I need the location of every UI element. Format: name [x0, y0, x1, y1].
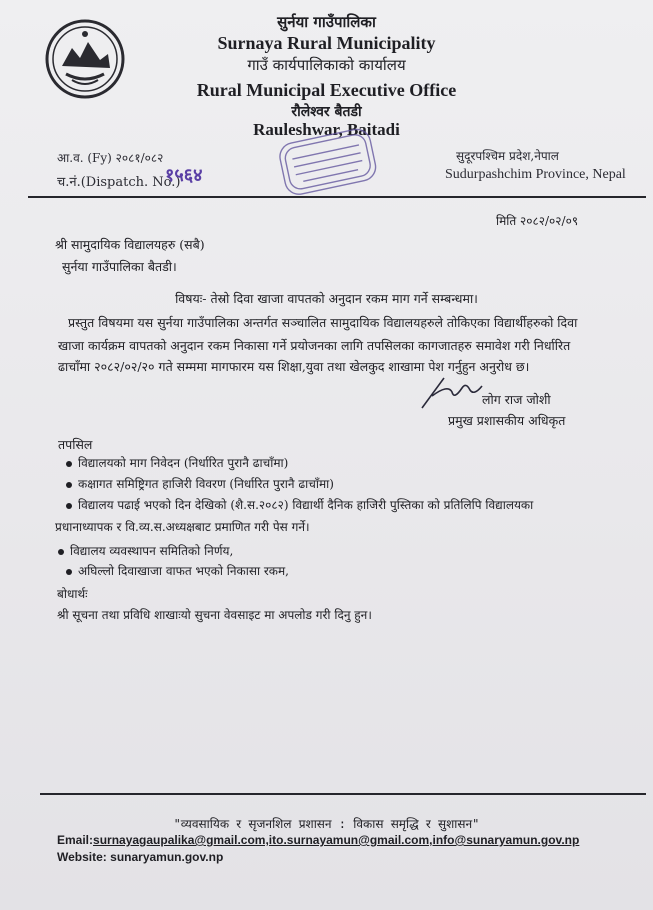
list-item-continuation: प्रधानाध्यापक र वि.व्य.स.अध्यक्षबाट प्रमाणित गरी पेस गर्ने।	[55, 520, 310, 534]
municipality-name-np: सुर्नया गाउँपालिका	[277, 13, 376, 31]
bullet-icon	[66, 461, 72, 467]
province-en: Sudurpashchim Province, Nepal	[445, 167, 626, 182]
signature-icon	[418, 374, 488, 410]
email-link[interactable]: surnayagaupalika@gmail.com,ito.surnayamun@gmail.com,info@sunaryamun.gov.np	[93, 833, 580, 847]
bullet-icon	[66, 482, 72, 488]
bullet-icon	[66, 569, 72, 575]
place-name-np: रौलेश्वर बैतडी	[291, 104, 362, 120]
cc-line: श्री सूचना तथा प्रविधि शाखाःयो सुचना वेवसाइट मा अपलोड गरी दिनु हुन।	[57, 608, 372, 622]
office-name-en: Rural Municipal Executive Office	[196, 80, 457, 100]
fiscal-year-label: आ.व. (Fy) २०८१/०८२	[57, 151, 164, 165]
municipality-name-en: Surnaya Rural Municipality	[217, 33, 436, 53]
list-item: विद्यालय व्यवस्थापन समितिको निर्णय,	[58, 542, 233, 559]
office-seal-icon	[270, 128, 385, 198]
body-line-1: प्रस्तुत विषयमा यस सुर्नया गाउँपालिका अन्तर्गत सञ्चालित सामुदायिक विद्यालयहरुले तोकिएका विद्यार्थीहरुको दिवा	[68, 315, 578, 330]
cc-heading: बोधार्थः	[57, 587, 88, 601]
dispatch-number-value: १५६४	[165, 165, 203, 186]
body-line-2: खाजा कार्यक्रम वापतको अनुदान रकम निकासा गर्ने प्रयोजनका लागि तपसिलका कागजातहरु समावेश गरी निर्धारित	[58, 338, 571, 353]
province-np: सुदूरपश्चिम प्रदेश,नेपाल	[456, 149, 559, 163]
list-item: विद्यालयको माग निवेदन (निर्धारित पुरानै ढाचाँमा)	[66, 454, 288, 471]
addressee-line-2: सुर्नया गाउँपालिका बैतडी।	[62, 259, 177, 274]
list-item: विद्यालय पढाई भएको दिन देखिको (शै.स.२०८२) विद्यार्थी दैनिक हाजिरी पुस्तिका को प्रतिलिपि विद्यालयका	[66, 496, 533, 513]
signatory-title: प्रमुख प्रशासकीय अधिकृत	[448, 413, 566, 428]
enclosure-heading: तपसिल	[58, 437, 93, 452]
letter-date: मिति २०८२/०२/०९	[496, 214, 579, 228]
bullet-icon	[66, 503, 72, 509]
footer-slogan: "व्यवसायिक र सृजनशिल प्रशासन : विकास समृद्धि र सुशासन"	[173, 817, 480, 831]
footer-email: Email:surnayagaupalika@gmail.com,ito.surnayamun@gmail.com,info@sunaryamun.gov.np	[57, 833, 580, 847]
body-line-3: ढाचाँमा २०८२/०२/२० गते सम्ममा मागफारम यस शिक्षा,युवा तथा खेलकुद शाखामा पेश गर्नुहुन अनुरोध छ।	[58, 359, 530, 374]
footer-divider	[40, 793, 646, 795]
office-name-np: गाउँ कार्यपालिकाको कार्यालय	[247, 56, 406, 74]
footer-website: Website: sunaryamun.gov.np	[57, 850, 224, 864]
place-name-en: Rauleshwar, Baitadi	[253, 120, 400, 139]
website-link[interactable]: sunaryamun.gov.np	[110, 850, 224, 864]
dispatch-number-label: च.नं.(Dispatch. No.)	[57, 175, 181, 190]
letter-subject: विषयः- तेस्रो दिवा खाजा वापतको अनुदान रकम माग गर्ने सम्बन्धमा।	[175, 291, 478, 306]
signatory-name: लोग राज जोशी	[482, 392, 551, 407]
addressee-line-1: श्री सामुदायिक विद्यालयहरु (सबै)	[55, 237, 205, 252]
list-item: अघिल्लो दिवाखाजा वाफत भएको निकासा रकम,	[66, 562, 289, 579]
header-divider	[28, 196, 646, 198]
list-item: कक्षागत समिष्ट्रिगत हाजिरी विवरण (निर्धारित पुरानै ढाचाँमा)	[66, 475, 334, 492]
bullet-icon	[58, 549, 64, 555]
